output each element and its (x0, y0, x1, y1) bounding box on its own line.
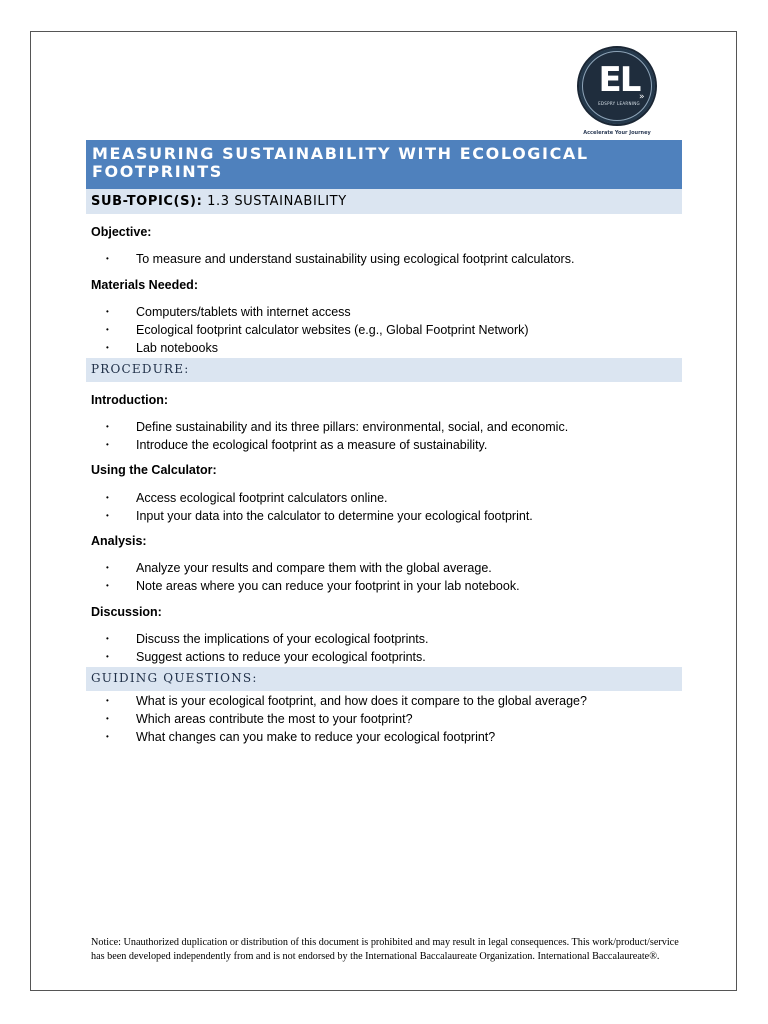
objective-heading: Objective: (91, 225, 152, 239)
bullet-icon: • (106, 440, 109, 449)
objective-list (91, 250, 574, 268)
procedure-heading: PROCEDURE: (91, 362, 190, 376)
list-item: • Discuss the implications of your ecological footprints. (106, 632, 429, 646)
page-title: MEASURING SUSTAINABILITY WITH ECOLOGICAL FOOTPRINTS (92, 144, 589, 181)
bullet-icon: • (106, 714, 109, 723)
list-item: • Analyze your results and compare them with the global average. (106, 561, 492, 575)
subtopic-value: 1.3 SUSTAINABILITY (207, 194, 347, 209)
guiding-questions-section-bar (86, 667, 682, 691)
guiding-questions-list (91, 692, 587, 746)
introduction-heading: Introduction: (91, 393, 169, 407)
bullet-icon: • (106, 343, 109, 352)
bullet-icon: • (106, 422, 109, 431)
list-item: • Input your data into the calculator to determine your ecological footprint. (106, 509, 533, 523)
subtopic-bar (86, 189, 682, 214)
title-banner (86, 140, 682, 189)
list-item: • To measure and understand sustainability using ecological footprint calculators. (106, 252, 575, 266)
logo-tagline: Accelerate Your Journey (583, 130, 651, 136)
bullet-icon: • (106, 696, 109, 705)
bullet-icon: • (106, 634, 109, 643)
bullet-icon: • (106, 493, 109, 502)
bullet-icon: • (106, 652, 109, 661)
logo-arrows-icon: » (639, 92, 645, 102)
list-item: • Ecological footprint calculator websites (e.g., Global Footprint Network) (106, 323, 529, 337)
list-item: • Lab notebooks (106, 341, 219, 355)
bullet-icon: • (106, 581, 109, 590)
bullet-icon: • (106, 563, 109, 572)
analysis-list (91, 559, 520, 595)
bullet-icon: • (106, 307, 109, 316)
list-item: • Which areas contribute the most to your footprint? (106, 712, 413, 726)
logo-mark: EL (598, 60, 640, 100)
list-item: • Computers/tablets with internet access (106, 305, 351, 319)
list-item: • What changes can you make to reduce your ecological footprint? (106, 730, 496, 744)
list-item: • Access ecological footprint calculators online. (106, 491, 388, 505)
introduction-list (91, 418, 568, 454)
materials-heading: Materials Needed: (91, 278, 198, 292)
bullet-icon: • (106, 732, 109, 741)
list-item: • Introduce the ecological footprint as a measure of sustainability. (106, 438, 488, 452)
list-item: • What is your ecological footprint, and how does it compare to the global average? (106, 694, 587, 708)
edspry-learning-logo (576, 46, 658, 138)
discussion-list (91, 630, 429, 666)
calculator-list (91, 489, 533, 525)
bullet-icon: • (106, 325, 109, 334)
analysis-heading: Analysis: (91, 534, 147, 548)
logo-subtext: EDSPRY LEARNING (598, 101, 640, 106)
bullet-icon: • (106, 511, 109, 520)
logo-badge (577, 46, 657, 126)
guiding-questions-heading: GUIDING QUESTIONS: (91, 671, 258, 685)
list-item: • Note areas where you can reduce your footprint in your lab notebook. (106, 579, 520, 593)
subtopic-label: SUB-TOPIC(S): (91, 194, 203, 209)
calculator-heading: Using the Calculator: (91, 463, 217, 477)
materials-list (91, 303, 529, 357)
discussion-heading: Discussion: (91, 605, 162, 619)
list-item: • Define sustainability and its three pillars: environmental, social, and economic. (106, 420, 569, 434)
legal-notice: Notice: Unauthorized duplication or distribution of this document is prohibited and may result in legal consequences. This work/product/service has been developed independently from and is not endorsed by the International Baccalaureate Organization. International Baccalaureate®. (91, 937, 679, 962)
bullet-icon: • (106, 254, 109, 263)
list-item: • Suggest actions to reduce your ecological footprints. (106, 650, 426, 664)
procedure-section-bar (86, 358, 682, 382)
